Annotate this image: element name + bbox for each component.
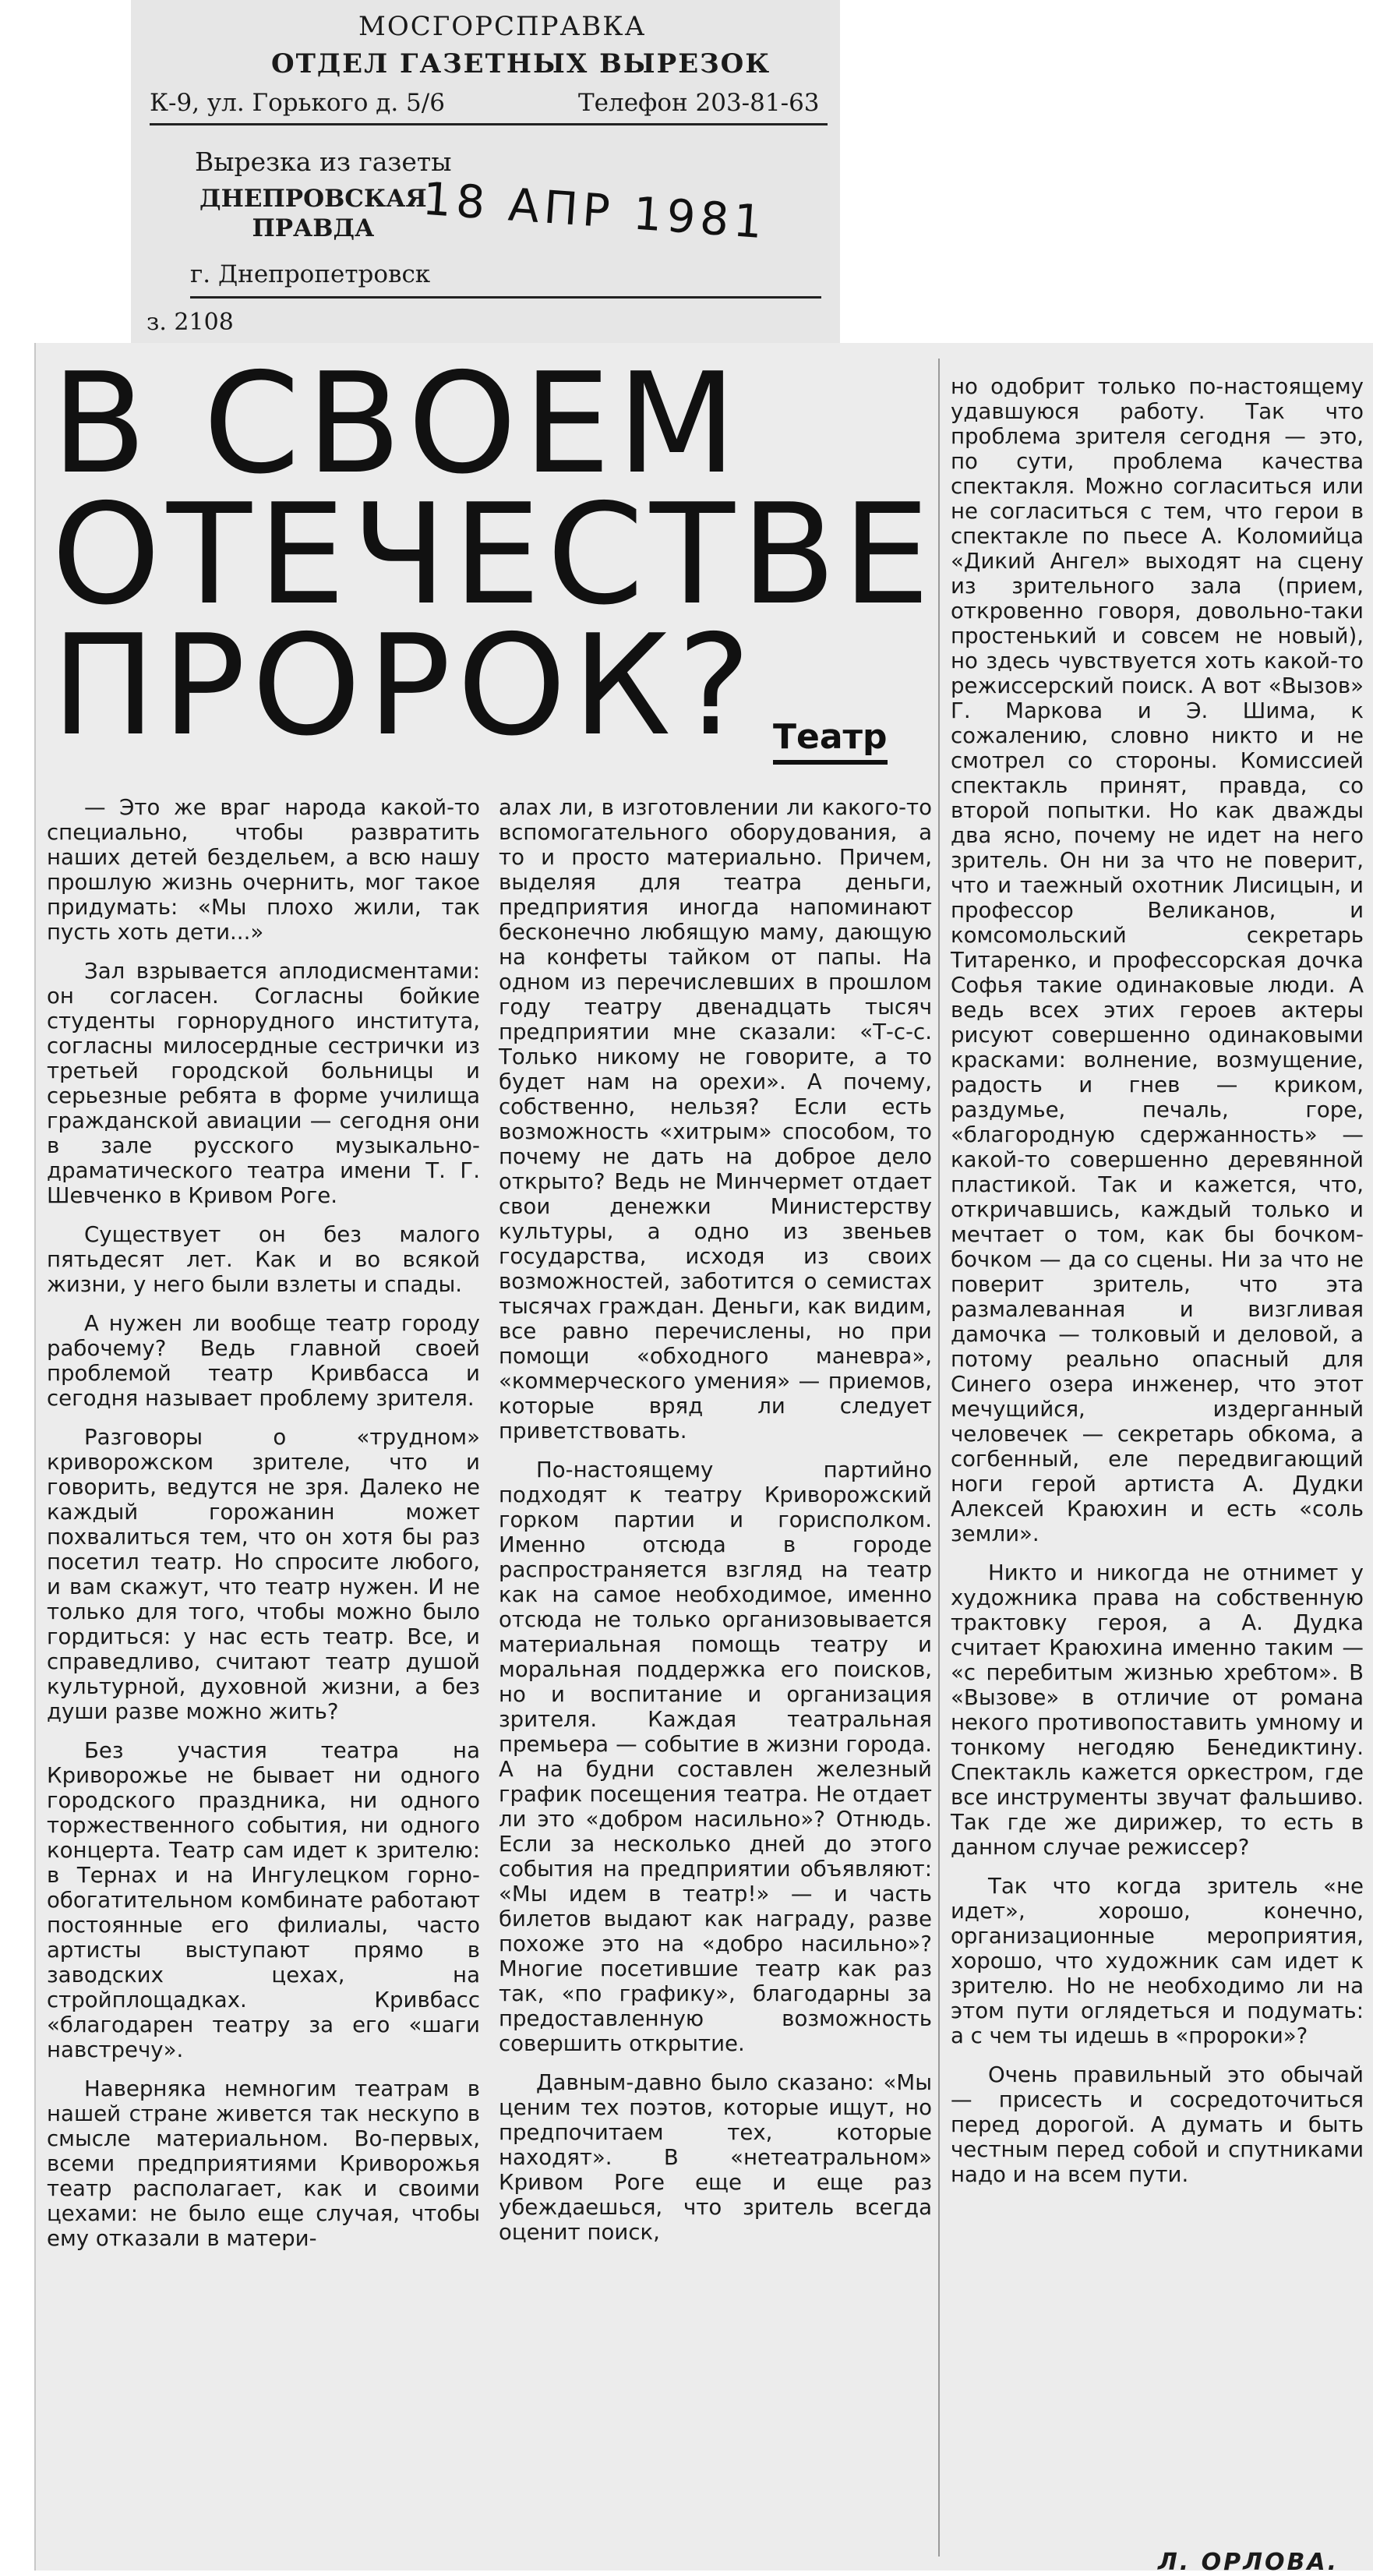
newspaper-city: г. Днепропетровск: [190, 260, 431, 288]
paragraph: А нужен ли вообще театр городу рабочему? Ведь главной своей проблемой театр Кривбасса и сегодня называет проблему зрителя.: [47, 1310, 480, 1411]
paragraph: алах ли, в изготовлении ли какого-то вспомогательного оборудования, а то и просто материально. Причем, выделяя для театра деньги, предприятия иногда напоминают бесконечно любящую маму, дающую на конфеты тайком от папы. На одном из перечислевших в прошлом году театру двенадцать тысяч предприятии мне сказали: «Т-с-с. Только никому не говорите, а то будет нам на орехи». А почему, собственно, нельзя? Если есть возможность «хитрым» способом, то почему не дать на доброе дело открыто? Ведь не Минчермет отдает свои денежки Министерству культуры, а одно из звеньев государства, исходя из своих возможностей, заботится о семистах тысячах граждан. Деньги, как видим, все равно перечислены, но при помощи «обходного маневра», «коммерческого умения» — приемов, которые вряд ли следует приветствовать.: [499, 794, 932, 1443]
order-number: з. 2108: [146, 309, 234, 336]
headline-line: В СВОЕМ: [51, 343, 743, 504]
paragraph: Так что когда зритель «не идет», хорошо, конечно, организационные мероприятия, хорошо, что художник сам идет к зрителю. Но не необходимо ли на этом пути оглядеться и подумать: а с чем ты идешь в «пророки»?: [951, 1873, 1364, 2048]
department-name: ОТДЕЛ ГАЗЕТНЫХ ВЫРЕЗОК: [271, 48, 771, 80]
paragraph: Очень правильный это обычай — присесть и сосредоточиться перед дорогой. А думать и быть честным перед собой и спутниками надо и на всем пути.: [951, 2062, 1364, 2187]
article-column-3: [951, 374, 1364, 2201]
section-rubric: Театр: [773, 717, 888, 765]
card-divider: [150, 123, 828, 125]
paragraph: Разговоры о «трудном» криворожском зрителе, что и говорить, ведутся не зря. Далеко не каждый горожанин может похвалиться тем, что он хотя бы раз посетил театр. Но спросите любого, и вам скажут, что театр нужен. И не только для того, чтобы можно было гордиться: у нас есть театр. Все, и справедливо, считают театр душой культурной, духовной жизни, а без души разве можно жить?: [47, 1424, 480, 1724]
author-byline: Л. ОРЛОВА.: [1157, 2549, 1339, 2576]
paragraph: Без участия театра на Криворожье не бывает ни одного городского праздника, ни одного торжественного события, ни одного концерта. Театр сам идет к зрителю: в Тернах и на Ингулецком горно-обогатительном комбинате работают постоянные его филиалы, часто артисты выступают прямо в заводских цехах, на стройплощадках. Кривбасс «благодарен театру за его «шаги навстречу».: [47, 1737, 480, 2062]
headline-line: ОТЕЧЕСТВЕ: [51, 474, 937, 635]
paragraph: Зал взрывается аплодисментами: он согласен. Согласны бойкие студенты горнорудного института, согласны милосердные сестрички из третьей городской больницы и серьезные ребята в форме училища гражданской авиации — сегодня они в зале русского музыкально-драматического театра имени Т. Г. Шевченко в Кривом Роге.: [47, 958, 480, 1208]
column-divider: [938, 359, 940, 2557]
date-stamp: 18 АПР 1981: [421, 171, 769, 249]
clipping-label: Вырезка из газеты: [195, 147, 452, 177]
paragraph: Никто и никогда не отнимет у художника права на собственную трактовку героя, а А. Дудка считает Краюхина именно таким — «с перебитым жизнью хребтом». В «Вызове» в отличие от романа некого противопоставить умному и тонкому негодяю Бенедиктину. Спектакль кажется оркестром, где все инструменты звучат фальшиво. Так где же дирижер, то есть в данном случае режиссер?: [951, 1560, 1364, 1860]
paragraph: По-настоящему партийно подходят к театру Криворожский горком партии и горисполком. Именно отсюда в городе распространяется взгляд на театр как на самое необходимое, именно отсюда не только организовывается материальная помощь театру и моральная поддержка его поисков, но и воспитание и организация зрителя. Каждая театральная премьера — событие в жизни города. А на будни составлен железный график посещения театра. Не отдает ли это «добром насильно»? Отнюдь. Если за несколько дней до этого события на предприятии объявляют: «Мы идем в театр!» — и часть билетов выдают как награду, разве похоже это на «добро насильно»? Многие посетившие театр как раз так, «по графику», благодарны за предоставленную возможность совершить открытие.: [499, 1457, 932, 2056]
paragraph: — Это же враг народа какой-то специально, чтобы развратить наших детей бездельем, а всю нашу прошлую жизнь очернить, мог такое придумать: «Мы плохо жили, так пусть хоть дети...»: [47, 794, 480, 945]
organization-address: К-9, ул. Горького д. 5/6: [150, 89, 445, 117]
paragraph: Существует он без малого пятьдесят лет. Как и во всякой жизни, у него были взлеты и спады.: [47, 1221, 480, 1297]
organization-name: МОСГОРСПРАВКА: [358, 11, 647, 42]
newspaper-name-line2: ПРАВДА: [252, 214, 375, 242]
article-headline: [51, 343, 937, 766]
paragraph: Давным-давно было сказано: «Мы ценим тех поэтов, которые ищут, но предпочитаем тех, которые находят». В «нетеатральном» Кривом Роге еще и еще раз убеждаешься, что зритель всегда оценит поиск,: [499, 2069, 932, 2245]
organization-phone: Телефон 203-81-63: [578, 89, 820, 117]
article-column-2: [499, 795, 932, 2259]
headline-line: ПРОРОК?: [51, 605, 757, 766]
newspaper-clipping: [34, 343, 1373, 2576]
paragraph: Наверняка немногим театрам в нашей стране живется так нескупо в смысле материальном. Во-первых, всеми предприятиями Криворожья театр располагает, как и своими цехами: не было еще случая, чтобы ему отказали в матери-: [47, 2076, 480, 2251]
card-divider: [190, 296, 821, 299]
newspaper-name-line1: ДНЕПРОВСКАЯ: [199, 185, 427, 213]
paragraph: но одобрит только по-настоящему удавшуюся работу. Так что проблема зрителя сегодня — это, по сути, проблема качества спектакля. Можно соглаcиться или не согласиться с тем, что герои в спектакле по пьесе А. Коломийца «Дикий Ангел» выходят на сцену из зрительного зала (прием, откровенно говоря, довольно-таки простенький и совсем не новый), но здесь чувствуется хоть какой-то режиссерский поиск. А вот «Вызов» Г. Маркова и Э. Шима, к сожалению, словно никто и не смотрел со стороны. Комиссией спектакль принят, правда, со второй попытки. Но как дважды два ясно, почему не идет на него зритель. Он ни за что не поверит, что и таежный охотник Лисицын, и профессор Великанов, и комсомольский секретарь Титаренко, и профессорская дочка Софья такие одинаковые люди. А ведь всех этих героев актеры рисуют совершенно одинаковыми красками: волнение, возмущение, радость и гнев — криком, раздумье, печаль, горе, «благородную сдержанность» — какой-то совершенно деревянной пластикой. Так и кажется, что, откричавшись, каждый только и мечтает о том, как бы бочком-бочком — да со сцены. Ни за что не поверит зритель, что эта размалеванная и визгливая дамочка — толковый и деловой, а потому реально опасный для Синего озера инженер, что этот мечущийся, издерганный человечек — секретарь обкома, а согбенный, еле передвигающий ноги герой артиста А. Дудки Алексей Краюхин и есть «соль земли».: [951, 373, 1364, 1546]
article-column-1: [47, 795, 480, 2265]
newspaper-name: [199, 184, 427, 243]
clipping-service-card: [131, 0, 840, 343]
